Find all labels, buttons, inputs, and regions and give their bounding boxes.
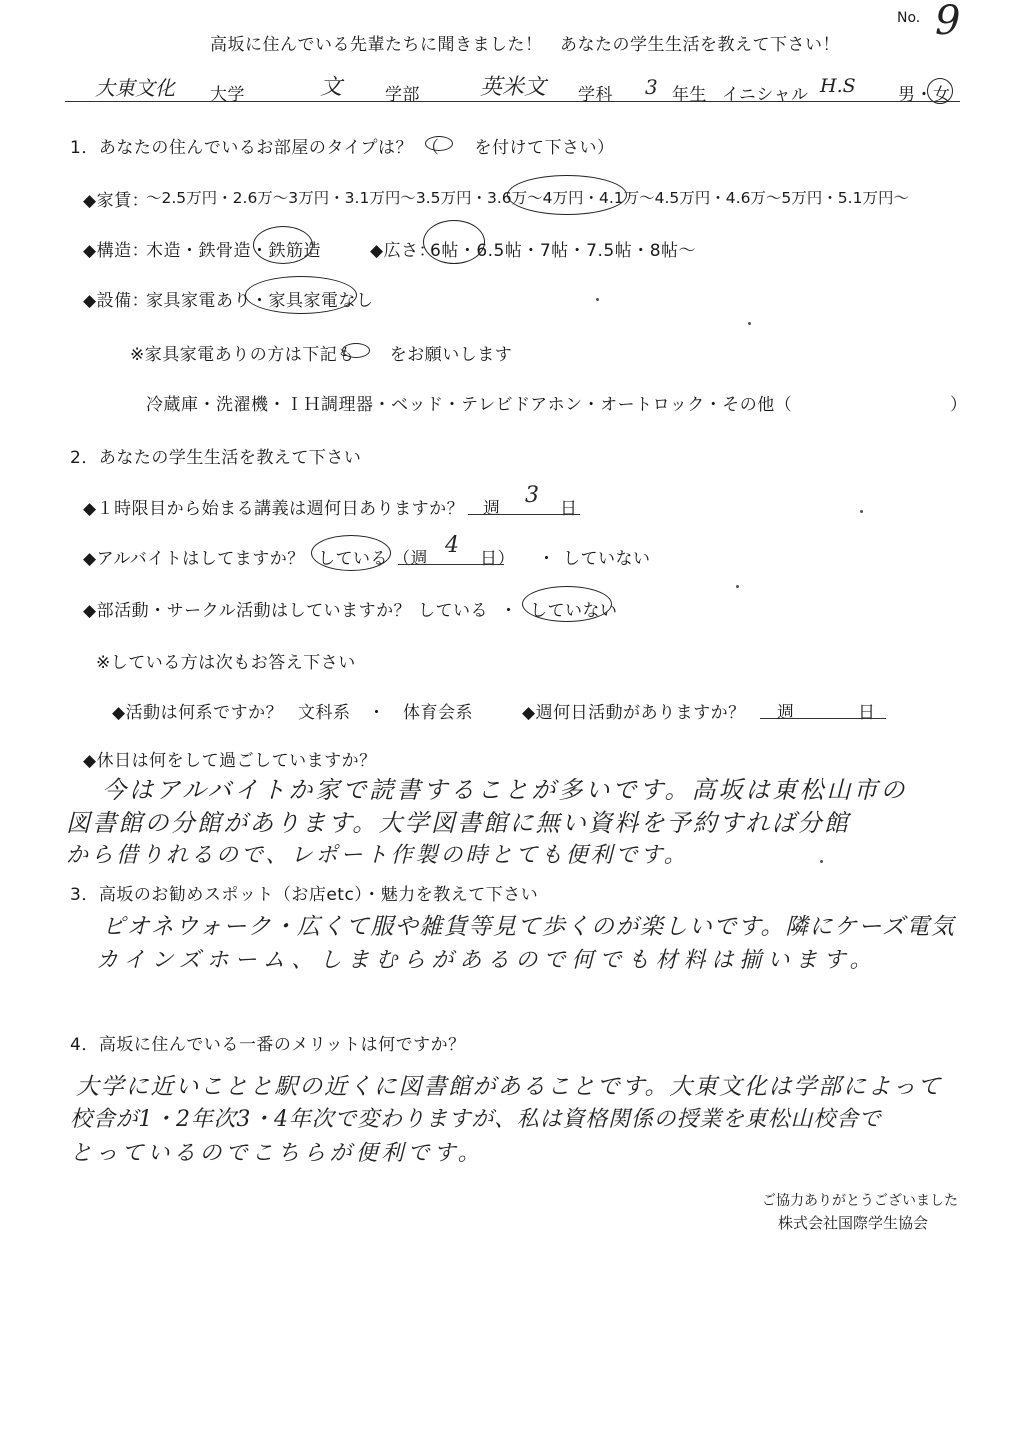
structure-selected-circle — [253, 226, 313, 264]
parttime-yes-circle — [311, 535, 391, 571]
club-no-circle — [522, 586, 612, 622]
structure-label: ◆構造： — [83, 241, 150, 261]
q3-answer-line-2: カインズホーム、しまむらがあるので何でも材料は揃います。 — [96, 948, 878, 973]
q1-heading: 1．あなたの住んでいるお部屋のタイプは？ （ を付けて下さい） — [70, 138, 615, 158]
q4-heading: 4．高坂に住んでいる一番のメリットは何ですか？ — [70, 1035, 466, 1055]
q4-answer-line-1: 大学に近いことと駅の近くに図書館があることです。大東文化は学部によって — [76, 1074, 943, 1100]
gender-options: 男・女 — [898, 85, 951, 105]
footer-company: 株式会社国際学生協会 — [778, 1214, 929, 1232]
club-days-underline — [760, 718, 886, 719]
scan-speck — [596, 298, 599, 301]
equipment-note: ※家具家電ありの方は下記も をお願いします — [130, 345, 513, 365]
first-period-underline — [468, 514, 580, 515]
size-label: ◆広さ： — [370, 241, 437, 261]
appliance-other-close: ） — [950, 395, 968, 415]
scan-speck — [860, 510, 863, 513]
q4-answer-line-3: とっているのでこちらが便利です。 — [70, 1141, 484, 1166]
club-type-question: ◆活動は何系ですか？ — [112, 703, 284, 723]
equipment-selected-circle — [245, 276, 357, 314]
university-name: 大東文化 — [95, 76, 175, 100]
footer-thanks: ご協力ありがとうございました — [762, 1193, 958, 1209]
university-label: 大学 — [210, 85, 245, 105]
department-label: 学科 — [578, 85, 613, 105]
q3-heading: 3．高坂のお勧めスポット（お店etc）・魅力を教えて下さい — [70, 885, 539, 905]
q3-answer-line-1: ピオネウォーク・広くて服や雑貨等見て歩くのが楽しいです。隣にケーズ電気 — [102, 914, 956, 940]
number-value: 9 — [935, 0, 961, 44]
equipment-label: ◆設備： — [83, 291, 150, 311]
first-period-week: 週 — [483, 499, 501, 519]
rent-label: ◆家賃： — [83, 191, 150, 211]
equipment-options: 家具家電あり・家具家電なし — [146, 291, 374, 311]
initial-value: H.S — [820, 75, 856, 97]
first-period-day-unit: 日 — [560, 499, 578, 519]
year-label: 年生 — [672, 85, 707, 105]
parttime-week-close: 日） — [480, 549, 515, 569]
rent-options: ～2.5万円・2.6万～3万円・3.1万円～3.5万円・3.6万～4万円・4.1万～4.5万円・4.6万～5万円・5.1万円～ — [146, 189, 909, 207]
faculty-label: 学部 — [385, 85, 420, 105]
parttime-days-underline — [398, 564, 504, 565]
survey-subtitle: あなたの学生生活を教えて下さい！ — [560, 35, 840, 55]
club-question: ◆部活動・サークル活動はしていますか？ — [83, 601, 412, 621]
parttime-separator: ・ — [538, 549, 556, 569]
scan-speck — [820, 860, 823, 863]
scan-speck — [736, 585, 739, 588]
year-value: 3 — [645, 75, 658, 99]
faculty-name: 文 — [320, 75, 343, 100]
size-selected-circle — [423, 220, 485, 264]
club-separator: ・ — [500, 601, 518, 621]
appliance-options: 冷蔵庫・洗濯機・ＩＨ調理器・ベッド・テレビドアホン・オートロック・その他（ — [146, 395, 793, 415]
holiday-answer-line-2: 図書館の分館があります。大学図書館に無い資料を予約すれば分館 — [66, 809, 851, 837]
holiday-question: ◆休日は何をして過ごしていますか？ — [83, 751, 377, 771]
number-label: No. — [897, 10, 921, 26]
q4-answer-line-2: 校舎が1・2年次3・4年次で変わりますが、私は資格関係の授業を東松山校舎で — [70, 1107, 882, 1132]
parttime-yes: している — [318, 549, 388, 569]
scan-speck — [748, 322, 751, 325]
q1-heading-circle-sample — [425, 136, 453, 151]
parttime-week-open: （週 — [393, 549, 428, 569]
club-day-unit: 日 — [858, 703, 876, 723]
club-yes: している — [418, 601, 488, 621]
size-options: 6帖・6.5帖・7帖・7.5帖・8帖～ — [430, 241, 697, 261]
club-no: していない — [530, 601, 618, 621]
club-type-options: 文科系 ・ 体育会系 — [298, 703, 473, 723]
parttime-no: していない — [563, 549, 651, 569]
initial-label: イニシャル — [722, 85, 809, 105]
rent-selected-circle — [507, 175, 627, 215]
student-info-underline — [65, 101, 960, 102]
club-note: ※している方は次もお答え下さい — [96, 653, 356, 673]
structure-options: 木造・鉄骨造・鉄筋造 — [146, 241, 321, 261]
club-days-question: ◆週何日活動がありますか？ — [522, 703, 746, 723]
holiday-answer-line-1: 今はアルバイトか家で読書することが多いです。高坂は東松山市の — [102, 776, 908, 804]
holiday-answer-line-3: から借りれるので、レポート作製の時とても便利です。 — [66, 843, 689, 868]
first-period-days: 3 — [525, 483, 539, 508]
parttime-days: 4 — [445, 533, 459, 558]
q2-heading: 2．あなたの学生生活を教えて下さい — [70, 448, 362, 468]
parttime-question: ◆アルバイトはしてますか？ — [83, 549, 305, 569]
survey-title: 高坂に住んでいる先輩たちに聞きました！ — [210, 35, 543, 55]
equipment-note-circle-sample — [342, 343, 370, 358]
club-week: 週 — [777, 703, 795, 723]
department-name: 英米文 — [480, 75, 547, 100]
first-period-question: ◆１時限目から始まる講義は週何日ありますか？ — [83, 499, 465, 519]
